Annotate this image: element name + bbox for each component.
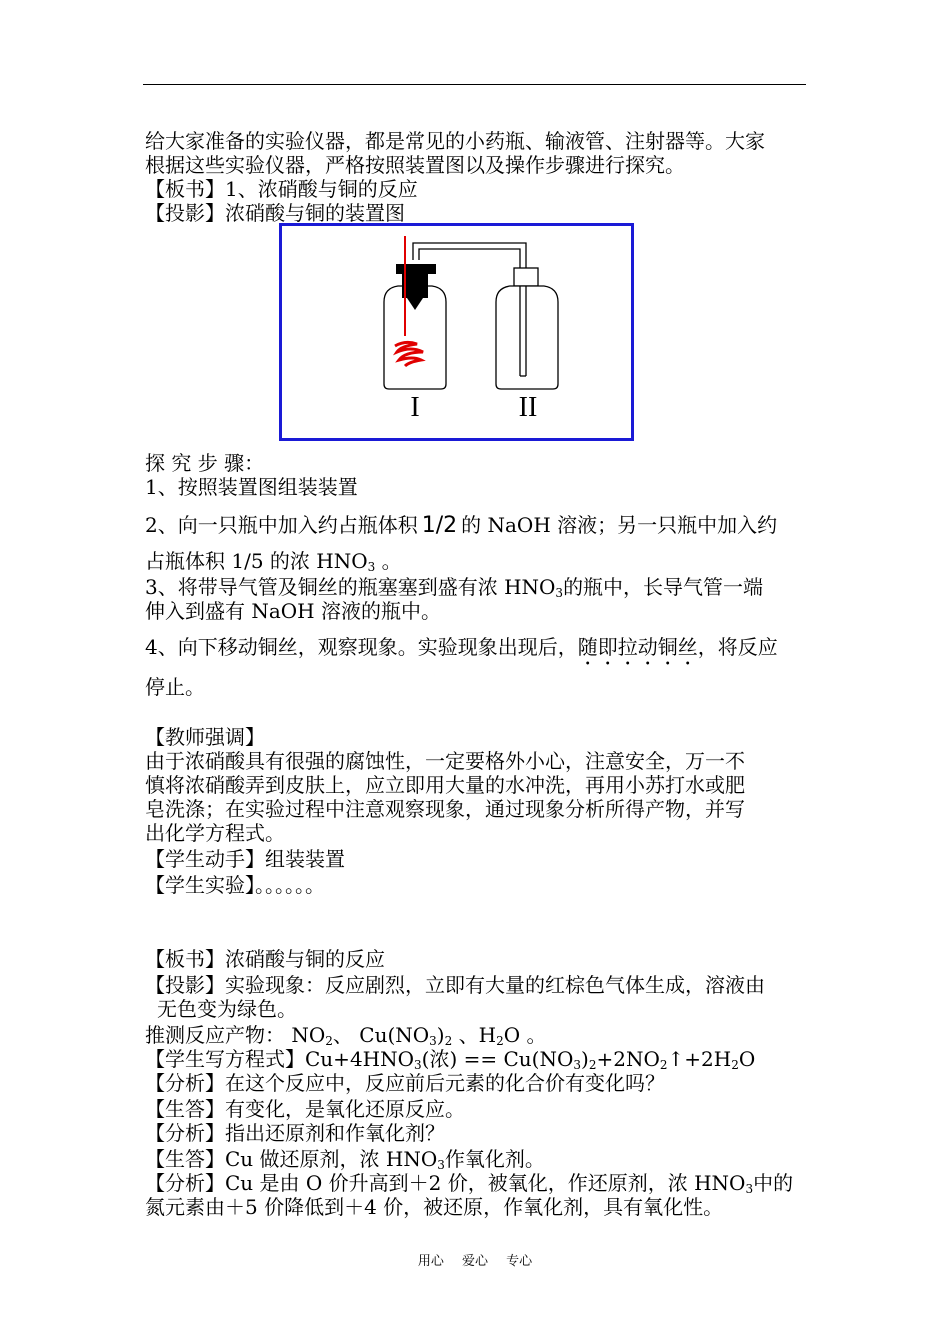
footer-word-3: 专心 — [506, 1254, 533, 1269]
student-hands: 【学生动手】组装装置 — [145, 847, 345, 871]
intro-line-1: 给大家准备的实验仪器，都是常见的小药瓶、输液管、注射器等。大家 — [145, 129, 765, 153]
apparatus-svg — [282, 226, 631, 438]
teacher-line-4: 出化学方程式。 — [145, 821, 285, 845]
bottle-2 — [496, 286, 558, 389]
page-footer — [0, 1250, 950, 1269]
board-heading-2: 【板书】浓硝酸与铜的反应 — [145, 947, 385, 971]
analysis-3-line-1: 【分析】Cu 是由 O 价升高到＋2 价，被氧化，作还原剂，浓 $HNO_3$中的 — [145, 1171, 794, 1196]
footer-word-2: 爱心 — [461, 1254, 488, 1269]
projection-heading-1: 【投影】浓硝酸与铜的装置图 — [145, 201, 405, 225]
teacher-line-2: 慎将浓硝酸弄到皮肤上，应立即用大量的水冲洗，再用小苏打水或肥 — [145, 773, 745, 797]
answer-2: 【生答】Cu 做还原剂，浓 $HNO_3$作氧化剂。 — [145, 1147, 545, 1172]
stopper-cap — [396, 264, 436, 274]
label-bottle-2: II — [518, 392, 538, 423]
analysis-1: 【分析】在这个反应中，反应前后元素的化合价有变化吗？ — [145, 1071, 665, 1095]
step-2-line-2: 占瓶体积 1/5 的浓 $HNO_3$ 。 — [145, 549, 402, 574]
board-heading-1: 【板书】1、浓硝酸与铜的反应 — [145, 177, 418, 201]
equation: 【学生写方程式】$Cu+4HNO_3$(浓) == $Cu(NO_3)_2+2NO_2↑+2H_2O$ — [145, 1047, 756, 1072]
answer-1: 【生答】有变化，是氧化还原反应。 — [145, 1097, 465, 1121]
step-3-line-2: 伸入到盛有 NaOH 溶液的瓶中。 — [145, 599, 441, 623]
analysis-2: 【分析】指出还原剂和作氧化剂？ — [145, 1121, 445, 1145]
step-4-line-2: 停止。 — [145, 675, 205, 699]
teacher-line-1: 由于浓硝酸具有很强的腐蚀性，一定要格外小心，注意安全，万一不 — [145, 749, 745, 773]
intro-line-2: 根据这些实验仪器，严格按照装置图以及操作步骤进行探究。 — [145, 153, 685, 177]
teacher-line-3: 皂洗涤；在实验过程中注意观察现象，通过现象分析所得产物，并写 — [145, 797, 745, 821]
projection-2-line-1: 【投影】实验现象：反应剧烈，立即有大量的红棕色气体生成，溶液由 — [145, 973, 765, 997]
step-4-line-1: 4、向下移动铜丝，观察现象。实验现象出现后，随即拉动铜丝，将反应 — [145, 635, 778, 659]
apparatus-diagram — [279, 223, 634, 441]
guess-products: 推测反应产物： $NO_2$、 $Cu(NO_3)_2$ 、$H_2O$ 。 — [145, 1023, 547, 1048]
label-bottle-1: I — [410, 392, 420, 423]
teacher-title: 【教师强调】 — [145, 725, 265, 749]
steps-title: 探 究 步 骤： — [145, 451, 265, 475]
bottle-2-neck — [514, 268, 538, 286]
student-exp: 【学生实验】。。。。。。 — [145, 873, 325, 897]
analysis-3-line-2: 氮元素由＋5 价降低到＋4 价，被还原，作氧化剂，具有氧化性。 — [145, 1195, 724, 1219]
step-1: 1、按照装置图组装装置 — [145, 475, 358, 499]
step-2-line-1: 2、向一只瓶中加入约占瓶体积 1/2 的 NaOH 溶液；另一只瓶中加入约 — [145, 513, 778, 538]
footer-word-1: 用心 — [417, 1254, 444, 1269]
projection-2-line-2: 无色变为绿色。 — [157, 997, 297, 1021]
header-rule — [143, 84, 806, 85]
step-3-line-1: 3、将带导气管及铜丝的瓶塞塞到盛有浓 $HNO_3$的瓶中，长导气管一端 — [145, 575, 764, 600]
